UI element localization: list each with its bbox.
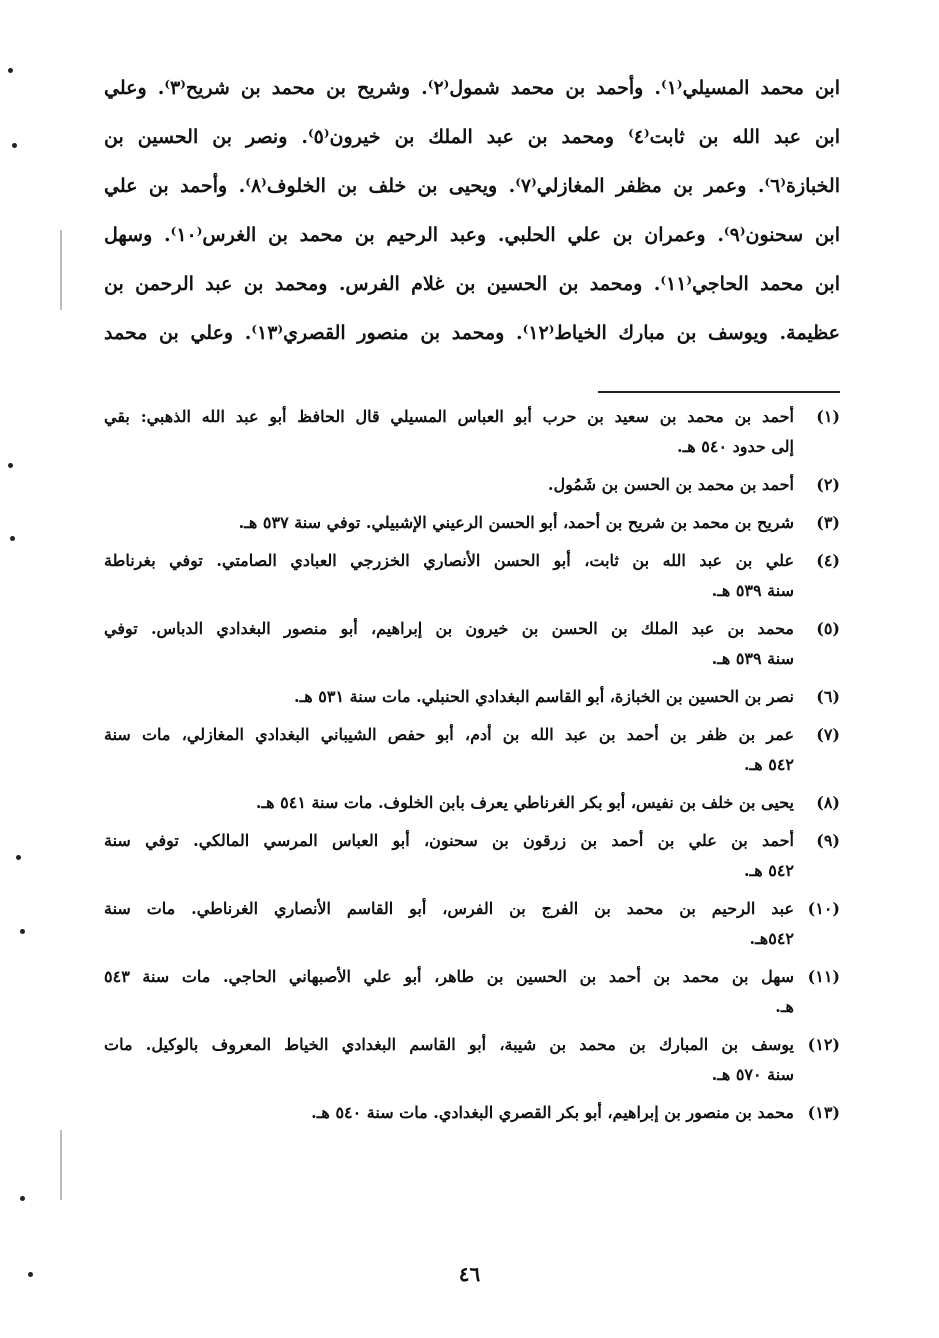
footnote-text	[104, 1098, 794, 1128]
footnote	[104, 826, 840, 886]
footnote-line: سنة ٥٧٠ هـ.	[711, 1065, 794, 1084]
footnote	[104, 682, 840, 712]
scan-speck	[8, 463, 13, 468]
footnote-line: أحمد بن محمد بن الحسن بن شَمُول.	[547, 475, 794, 494]
footnote-line: ٥٤٢هـ.	[749, 929, 794, 948]
footnote-line: علي بن عبد الله بن ثابت، أبو الحسن الأنصاري الخزرجي العبادي الصامتي. توفي بغرناطة	[104, 551, 794, 570]
footnotes	[104, 402, 840, 1136]
body-line: عظيمة. ويوسف بن مبارك الخياط⁽١٢⁾. ومحمد بن منصور القصري⁽١٣⁾. وعلي بن محمد	[104, 322, 841, 344]
footnote-line: سهل بن محمد بن أحمد بن الحسين بن طاهر، أبو علي الأصبهاني الحاجي. مات سنة ٥٤٣	[104, 967, 794, 986]
footnote	[104, 614, 840, 674]
footnote-line: سنة ٥٣٩ هـ.	[711, 649, 794, 668]
footnote-text	[104, 614, 794, 674]
footnote-line: عبد الرحيم بن محمد بن الفرج بن الفرس، أبو القاسم الأنصاري الغرناطي. مات سنة	[104, 899, 794, 918]
scan-edge-mark	[60, 230, 62, 310]
footnote-line: أحمد بن علي بن أحمد بن زرقون بن سحنون، أبو العباس المرسي المالكي. توفي سنة	[104, 831, 794, 850]
footnote-line: يحيى بن خلف بن نفيس، أبو بكر الغرناطي يعرف بابن الخلوف. مات سنة ٥٤١ هـ.	[255, 793, 794, 812]
footnote-number: (١٠)	[807, 899, 840, 918]
footnote-text	[104, 788, 794, 818]
footnote-number: (٤)	[816, 551, 840, 570]
footnote-line: شريح بن محمد بن شريح بن أحمد، أبو الحسن الرعيني الإشبيلي. توفي سنة ٥٣٧ هـ.	[238, 513, 794, 532]
footnote	[104, 508, 840, 538]
footnote	[104, 962, 840, 1022]
footnote	[104, 1030, 840, 1090]
scan-speck	[20, 929, 25, 934]
scan-speck	[12, 143, 17, 148]
footnote-line: إلى حدود ٥٤٠ هـ.	[677, 437, 794, 456]
footnote-line: محمد بن منصور بن إبراهيم، أبو بكر القصري البغدادي. مات سنة ٥٤٠ هـ.	[311, 1103, 794, 1122]
footnote-line: أحمد بن محمد بن سعيد بن حرب أبو العباس المسيلي قال الحافظ أبو عبد الله الذهبي: بقي	[104, 407, 794, 426]
footnote-text	[104, 682, 794, 712]
footnote	[104, 470, 840, 500]
footnote-number: (٩)	[816, 831, 840, 850]
footnote-number: (٧)	[816, 725, 840, 744]
body-line: ابن محمد الحاجي⁽١١⁾. ومحمد بن الحسين بن غلام الفرس. ومحمد بن عبد الرحمن بن	[104, 273, 840, 295]
footnote-text	[104, 826, 794, 886]
footnote-number: (١٢)	[807, 1035, 840, 1054]
footnote-number: (١١)	[807, 967, 840, 986]
footnote-line: سنة ٥٣٩ هـ.	[711, 581, 794, 600]
scan-speck	[8, 68, 13, 73]
footnote-separator	[598, 391, 840, 393]
footnote-line: ٥٤٢ هـ.	[743, 755, 794, 774]
footnote-text	[104, 962, 794, 1022]
scan-speck	[16, 855, 21, 860]
footnote	[104, 1098, 840, 1128]
footnote	[104, 894, 840, 954]
footnote-line: هـ.	[775, 997, 794, 1016]
footnote-line: ٥٤٢ هـ.	[743, 861, 794, 880]
body-line: ابن محمد المسيلي⁽١⁾. وأحمد بن محمد شمول⁽٢⁾. وشريح بن محمد بن شريح⁽٣⁾. وعلي	[104, 77, 841, 99]
footnote-text	[104, 402, 794, 462]
body-line: ابن عبد الله بن ثابت⁽٤⁾ ومحمد بن عبد الملك بن خيرون⁽٥⁾. ونصر بن الحسين بن	[104, 126, 841, 148]
scan-edge-mark	[60, 1130, 62, 1200]
footnote-line: نصر بن الحسين بن الخبازة، أبو القاسم البغدادي الحنبلي. مات سنة ٥٣١ هـ.	[294, 687, 794, 706]
body-line: ابن سحنون⁽٩⁾. وعمران بن علي الحلبي. وعبد الرحيم بن محمد بن الغرس⁽١٠⁾. وسهل	[104, 224, 841, 246]
footnote-number: (٣)	[816, 513, 840, 532]
footnote-text	[104, 894, 794, 954]
footnote-line: عمر بن ظفر بن أحمد بن عبد الله بن أدم، أبو حفص الشيباني البغدادي المغازلي، مات سنة	[104, 725, 794, 744]
footnote-line: يوسف بن المبارك بن محمد بن شيبة، أبو القاسم البغدادي الخياط المعروف بالوكيل. مات	[104, 1035, 794, 1054]
footnote-text	[104, 508, 794, 538]
footnote-number: (٦)	[816, 687, 840, 706]
main-text	[104, 64, 840, 358]
footnote	[104, 720, 840, 780]
scan-speck	[10, 536, 15, 541]
page-number: ٤٦	[458, 1262, 481, 1286]
body-line: الخبازة⁽٦⁾. وعمر بن مظفر المغازلي⁽٧⁾. ويحيى بن خلف بن الخلوف⁽٨⁾. وأحمد بن علي	[104, 175, 840, 197]
footnote	[104, 788, 840, 818]
footnote	[104, 402, 840, 462]
footnote-number: (٥)	[816, 619, 840, 638]
footnote-line: محمد بن عبد الملك بن الحسن بن خيرون بن إبراهيم، أبو منصور البغدادي الدباس. توفي	[104, 619, 794, 638]
footnote-text	[104, 546, 794, 606]
scan-speck	[20, 1196, 25, 1201]
footnote-number: (١)	[816, 407, 840, 426]
footnote-text	[104, 1030, 794, 1090]
footnote-number: (٢)	[816, 475, 840, 494]
footnote-number: (٨)	[816, 793, 840, 812]
footnote-text	[104, 720, 794, 780]
footnote	[104, 546, 840, 606]
footnote-number: (١٣)	[807, 1103, 840, 1122]
footnote-text	[104, 470, 794, 500]
